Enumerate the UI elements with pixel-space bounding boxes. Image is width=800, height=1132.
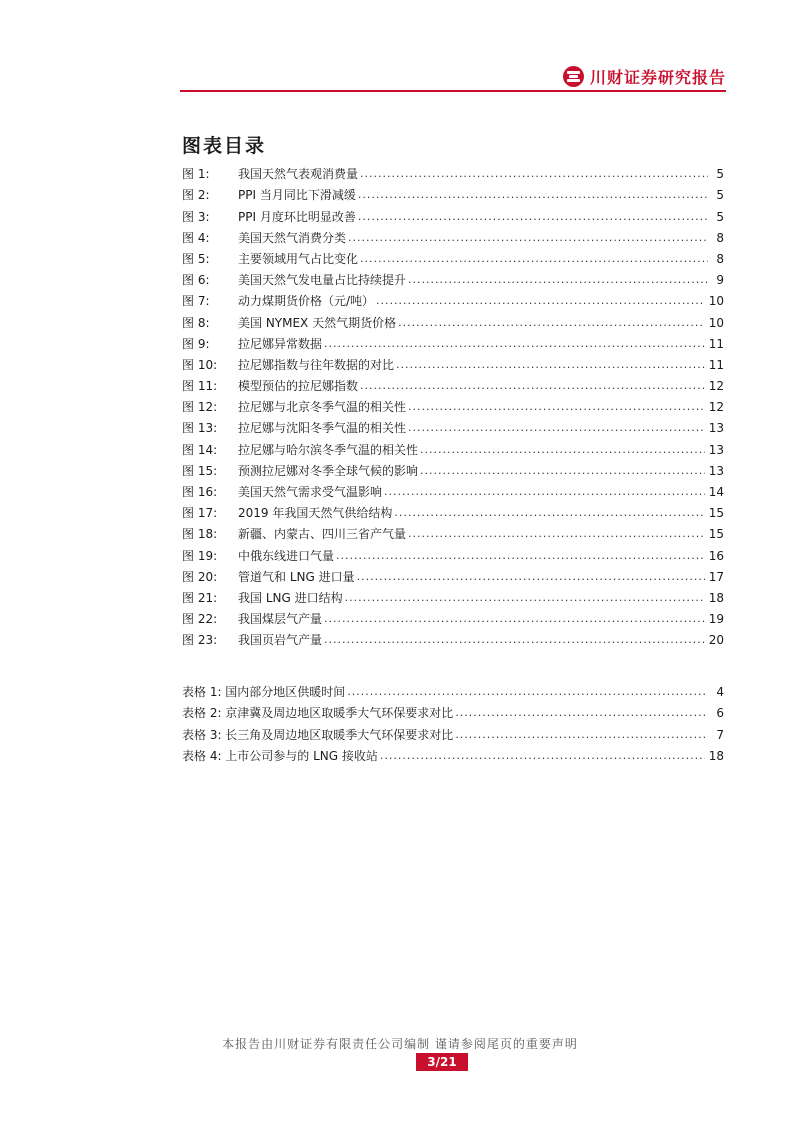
toc-entry-title: 美国天然气消费分类: [238, 230, 347, 245]
toc-figure-entry[interactable]: [182, 478, 724, 499]
toc-entry-title: 表格 1: 国内部分地区供暖时间: [182, 685, 346, 700]
toc-figure-entry[interactable]: [182, 605, 724, 626]
toc-entry-page: 18: [708, 590, 724, 605]
toc-dot-leader: [324, 337, 705, 351]
toc-entry-page: 16: [708, 548, 724, 563]
toc-entry-page: 5: [716, 167, 724, 182]
toc-dot-leader: [324, 612, 705, 626]
toc-dot-leader: [394, 506, 704, 520]
toc-table-entry[interactable]: [182, 720, 724, 741]
toc-figure-entry[interactable]: [182, 435, 724, 456]
toc-dot-leader: [348, 231, 708, 245]
toc-dot-leader: [420, 464, 705, 478]
toc-entry-title: 动力煤期货价格（元/吨）: [238, 294, 375, 309]
toc-entry-page: 19: [708, 612, 724, 627]
toc-entry-page: 15: [708, 506, 724, 521]
toc-entry-number: 图 7:: [182, 294, 210, 309]
toc-table-entry[interactable]: [182, 678, 724, 699]
toc-entry-page: 5: [716, 188, 724, 203]
toc-figure-entry[interactable]: [182, 202, 724, 223]
toc-entry-number: 图 14:: [182, 442, 218, 457]
toc-figure-entry[interactable]: [182, 499, 724, 520]
toc-entry-number: 图 10:: [182, 357, 218, 372]
toc-dot-leader: [455, 706, 708, 720]
toc-entry-title: 管道气和 LNG 进口量: [238, 569, 355, 584]
header-divider: [180, 90, 726, 92]
toc-dot-leader: [360, 167, 708, 181]
toc-entry-page: 5: [716, 209, 724, 224]
toc-entry-page: 7: [716, 727, 724, 742]
toc-entry-page: 18: [708, 748, 724, 763]
toc-entry-title: 表格 3: 长三角及周边地区取暖季大气环保要求对比: [182, 727, 454, 742]
toc-entry-number: 图 15:: [182, 463, 218, 478]
toc-figure-entry[interactable]: [182, 160, 724, 181]
toc-entry-number: 图 1:: [182, 167, 210, 182]
toc-dot-leader: [324, 633, 705, 647]
toc-entry-title: 我国天然气表观消费量: [238, 167, 359, 182]
toc-entry-number: 图 13:: [182, 421, 218, 436]
toc-entry-page: 11: [708, 357, 724, 372]
toc-figure-entry[interactable]: [182, 626, 724, 647]
toc-figure-entry[interactable]: [182, 181, 724, 202]
toc-figure-entry[interactable]: [182, 351, 724, 372]
toc-entry-number: 图 2:: [182, 188, 210, 203]
toc-entry-title: PPI 月度环比明显改善: [238, 209, 356, 224]
toc-entry-title: 2019 年我国天然气供给结构: [238, 506, 393, 521]
toc-table-entry[interactable]: [182, 699, 724, 720]
toc-table-entry[interactable]: [182, 742, 724, 763]
toc-entry-number: 图 20:: [182, 569, 218, 584]
toc-dot-leader: [347, 685, 708, 699]
toc-entry-page: 15: [708, 527, 724, 542]
toc-entry-number: 图 9:: [182, 336, 210, 351]
toc-dot-leader: [408, 527, 705, 541]
toc-dot-leader: [398, 316, 705, 330]
toc-entry-number: 图 23:: [182, 633, 218, 648]
toc-dot-leader: [345, 591, 705, 605]
toc-entry-title: 我国煤层气产量: [238, 612, 323, 627]
toc-title: 图表目录: [182, 135, 267, 157]
toc-entry-page: 8: [716, 251, 724, 266]
toc-entry-number: 图 17:: [182, 506, 218, 521]
toc-entry-page: 4: [716, 685, 724, 700]
toc-entry-title: 我国页岩气产量: [238, 633, 323, 648]
toc-entry-number: 图 12:: [182, 400, 218, 415]
toc-entry-number: 图 16:: [182, 485, 218, 499]
toc-entry-title: 美国天然气需求受气温影响: [238, 485, 383, 499]
toc-figure-entry[interactable]: [182, 393, 724, 414]
toc-dot-leader: [357, 570, 705, 584]
toc-entry-page: 13: [708, 442, 724, 457]
toc-dot-leader: [455, 728, 708, 742]
toc-entry-title: 新疆、内蒙古、四川三省产气量: [238, 527, 407, 542]
toc-figure-entry[interactable]: [182, 520, 724, 541]
toc-entry-title: 预测拉尼娜对冬季全球气候的影响: [238, 463, 419, 478]
toc-entry-title: 中俄东线进口气量: [238, 548, 335, 563]
toc-entry-number: 图 18:: [182, 527, 218, 542]
company-logo-icon: [563, 66, 584, 87]
toc-dot-leader: [336, 549, 705, 563]
toc-entry-title: 拉尼娜与北京冬季气温的相关性: [238, 400, 407, 415]
table-list: [182, 678, 724, 763]
toc-entry-page: 12: [708, 379, 724, 394]
toc-entry-title: 我国 LNG 进口结构: [238, 590, 343, 605]
toc-figure-entry[interactable]: [182, 287, 724, 308]
toc-entry-number: 图 19:: [182, 548, 218, 563]
toc-figure-entry[interactable]: [182, 541, 724, 562]
toc-entry-title: 拉尼娜异常数据: [238, 336, 323, 351]
toc-entry-title: 美国天然气发电量占比持续提升: [238, 273, 407, 288]
toc-dot-leader: [408, 400, 705, 414]
toc-dot-leader: [358, 188, 708, 202]
toc-entry-page: 9: [716, 273, 724, 288]
toc-entry-number: 图 22:: [182, 612, 218, 627]
toc-entry-page: 10: [708, 315, 724, 330]
toc-figure-entry[interactable]: [182, 245, 724, 266]
figure-list: [182, 160, 724, 647]
toc-entry-page: 6: [716, 706, 724, 721]
toc-entry-page: 17: [708, 569, 724, 584]
toc-entry-title: PPI 当月同比下滑减缓: [238, 188, 356, 203]
toc-entry-page: 13: [708, 421, 724, 436]
page-number-badge: 3/21: [416, 1053, 468, 1071]
toc-dot-leader: [408, 421, 705, 435]
toc-entry-title: 拉尼娜指数与往年数据的对比: [238, 357, 395, 372]
toc-entry-page: 12: [708, 400, 724, 415]
toc-figure-entry[interactable]: [182, 372, 724, 393]
toc-entry-page: 14: [708, 485, 724, 499]
toc-entry-page: 8: [716, 230, 724, 245]
toc-dot-leader: [376, 294, 705, 308]
toc-figure-entry[interactable]: [182, 224, 724, 245]
toc-figure-entry[interactable]: [182, 414, 724, 435]
toc-entry-number: 图 21:: [182, 590, 218, 605]
toc-entry-title: 美国 NYMEX 天然气期货价格: [238, 315, 397, 330]
toc-dot-leader: [396, 358, 705, 372]
toc-entry-title: 拉尼娜与沈阳冬季气温的相关性: [238, 421, 407, 436]
toc-entry-number: 图 11:: [182, 379, 218, 394]
brand-name: 川财证券研究报告: [589, 67, 726, 87]
toc-entry-page: 11: [708, 336, 724, 351]
toc-figure-entry[interactable]: [182, 457, 724, 478]
toc-figure-entry[interactable]: [182, 330, 724, 351]
toc-entry-number: 图 5:: [182, 251, 210, 266]
toc-entry-page: 10: [708, 294, 724, 309]
toc-figure-entry[interactable]: [182, 266, 724, 287]
toc-entry-page: 20: [708, 633, 724, 648]
toc-entry-title: 主要领域用气占比变化: [238, 251, 359, 266]
toc-dot-leader: [380, 749, 705, 763]
report-header: [563, 64, 726, 88]
toc-entry-number: 图 3:: [182, 209, 210, 224]
toc-entry-title: 模型预估的拉尼娜指数: [238, 379, 359, 394]
toc-figure-entry[interactable]: [182, 584, 724, 605]
toc-entry-title: 表格 4: 上市公司参与的 LNG 接收站: [182, 748, 378, 763]
toc-entry-title: 表格 2: 京津冀及周边地区取暖季大气环保要求对比: [182, 706, 454, 721]
toc-figure-entry[interactable]: [182, 563, 724, 584]
footer-disclaimer: 本报告由川财证券有限责任公司编制 谨请参阅尾页的重要声明: [222, 1037, 578, 1051]
toc-dot-leader: [420, 443, 705, 457]
toc-figure-entry[interactable]: [182, 308, 724, 329]
toc-dot-leader: [358, 210, 708, 224]
toc-entry-page: 13: [708, 463, 724, 478]
toc-dot-leader: [360, 252, 708, 266]
toc-dot-leader: [408, 273, 708, 287]
toc-entry-number: 图 6:: [182, 273, 210, 288]
toc-entry-number: 图 8:: [182, 315, 210, 330]
toc-dot-leader: [360, 379, 705, 393]
toc-entry-number: 图 4:: [182, 230, 210, 245]
toc-dot-leader: [384, 485, 705, 499]
toc-entry-title: 拉尼娜与哈尔滨冬季气温的相关性: [238, 442, 419, 457]
